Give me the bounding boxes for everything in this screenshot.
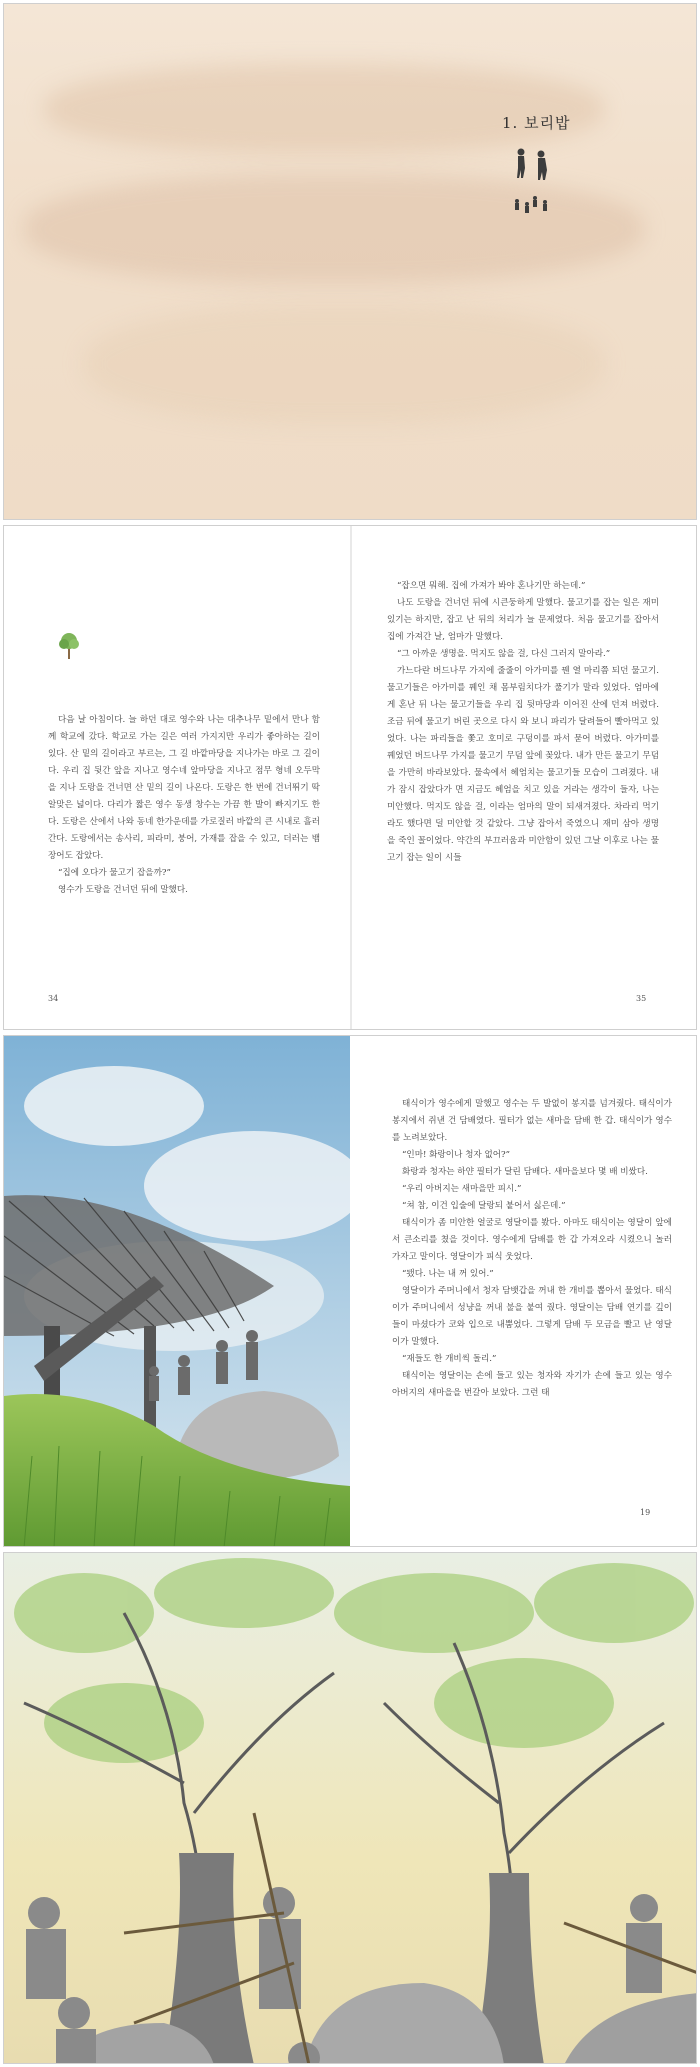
forest-illustration-page xyxy=(3,1552,697,2064)
page-19-text xyxy=(392,1096,672,1402)
hilltop-illustration xyxy=(4,1036,350,1547)
children-silhouette-illustration xyxy=(509,144,559,224)
paragraph: “집에 오다가 물고기 잡을까?” xyxy=(58,868,171,878)
paragraph: 화랑과 청자는 하얀 필터가 달린 담배다. 새마을보다 몇 배 비쌌다. xyxy=(402,1167,648,1177)
boys-under-trees-illustration xyxy=(4,1553,697,2064)
hilltop-scene xyxy=(4,1036,350,1547)
chapter-title: 1. 보리밥 xyxy=(502,114,571,132)
book-gutter xyxy=(350,526,352,1029)
page-number: 35 xyxy=(636,994,647,1003)
watercolor-wash xyxy=(84,304,604,424)
paragraph: “잡으면 뭐해. 집에 가져가 봐야 혼나기만 하는데.” xyxy=(397,581,586,591)
paragraph: 영달이가 주머니에서 청자 담뱃갑을 꺼내 한 개비를 뽑아서 물었다. 태식이가 주머니에서 성냥을 꺼내 불을 붙여 줬다. 영달이는 담배 연기를 깊이 들이 마셨다가 코와 입으로 내뿜었다. 그렇게 담배 두 모금을 빨고 난 영달이가 말했다. xyxy=(392,1286,672,1347)
left-page-text xyxy=(48,712,320,899)
watercolor-wash xyxy=(44,64,604,154)
paragraph: 가느다란 버드나무 가지에 줄줄이 아가미를 꿴 열 마리쯤 되던 물고기. 물고기들은 아가미를 꿰인 채 몸부림치다가 풀기가 말라 있었다. 엄마에게 혼난 뒤 나는 물고기들을 우리 집 뒷마당과 이어진 산에 던져 버렸다. 조금 뒤에 물고기 버린 곳으로 다시 와 보니 파리가 달려들어 빨아먹고 있었다. 나는 파리들을 쫓고 호미로 구덩이를 파서 묻어 버렸다. 아가미를 꿰었던 버드나무 가지를 물고기 무덤 앞에 꽂았다. 내가 만든 물고기 무덤을 가만히 바라보았다. 물속에서 헤엄치는 물고기들 모습이 그려졌다. 내가 잠시 잡았다가 면 지금도 헤엄을 치고 있을 거라는 생각이 들자, 나는 미안했다. 먹지도 않을 걸, 이라는 엄마의 말이 되새겨졌다. 차라리 먹기라도 했다면 덜 미안할 것 같았다. 그냥 잡아서 죽였으니 재미 삼아 생명을 죽인 꼴이었다. 약간의 부끄러움과 미안함이 있던 그날 이후로 나는 물고기 잡는 일이 시들 xyxy=(387,666,659,863)
paragraph: 영수가 도랑을 건너던 뒤에 말했다. xyxy=(58,885,188,895)
right-page-text xyxy=(387,578,659,867)
paragraph: “인마! 화랑이나 청자 없어?” xyxy=(402,1150,511,1160)
paragraph: “우리 아버지는 새마을만 피시.” xyxy=(402,1184,522,1194)
paragraph: 다음 날 아침이다. 늘 하던 대로 영수와 나는 대추나무 밑에서 만나 함께 학교에 갔다. 학교로 가는 길은 여러 가지지만 우리가 좋아하는 길이 있다. 산 밑의 길이라고 부르는, 그 길 바깥마당을 지나가는 바로 그 길이다. 우리 집 뒷간 앞을 지나고 영수네 앞마당을 지나고 점무 형네 오두막을 지나 도랑을 건너면 산 밑의 길이 나온다. 도랑은 한 번에 건너뛰기 딱 알맞은 넓이다. 다리가 짧은 영수 동생 창수는 가끔 한 발이 빠지기도 한다. 도랑은 산에서 나와 동네 한가운데를 가로질러 바깥의 큰 시내로 흘러간다. 도랑에서는 송사리, 피라미, 붕어, 가재를 잡을 수 있고, 더러는 뱀장어도 잡았다. xyxy=(48,715,320,861)
paragraph: 태식이는 영달이는 손에 들고 있는 청자와 자기가 손에 들고 있는 영수 아버지의 새마을을 번갈아 보았다. 그런 태 xyxy=(392,1371,672,1398)
illustrated-spread xyxy=(3,1035,697,1547)
text-spread xyxy=(3,525,697,1030)
page-number: 19 xyxy=(640,1508,651,1517)
paragraph: 태식이가 좀 미안한 얼굴로 영달이를 봤다. 아마도 태식이는 영달이 앞에서 큰소리를 쳤을 것이다. 영수에게 담배를 한 갑 가져오라 시켰으니 놀러 가자고 말이다. 영달이가 피식 웃었다. xyxy=(392,1218,672,1262)
paragraph: 태식이가 영수에게 말했고 영수는 두 발없이 봉지를 넘겨줬다. 태식이가 봉지에서 쥐낸 건 담배였다. 필터가 없는 새마을 담배 한 갑. 태식이가 영수를 노려보았다. xyxy=(392,1099,672,1143)
chapter-title-page xyxy=(3,3,697,520)
paragraph: “재들도 한 개비씩 돌리.” xyxy=(402,1354,497,1364)
page-number: 34 xyxy=(48,994,59,1003)
paragraph: “쳐 참, 이건 입술에 달랑되 붙어서 싫은데.” xyxy=(402,1201,566,1211)
paragraph: 나도 도랑을 건너던 뒤에 시큰둥하게 말했다. 물고기를 잡는 일은 재미있기는 하지만, 잡고 난 뒤의 처리가 늘 문제였다. 처음 물고기를 잡아서 집에 가져간 날, 엄마가 말했다. xyxy=(387,598,659,642)
tree-icon xyxy=(56,631,82,661)
paragraph: “그 아까운 생명을. 먹지도 않을 걸, 다신 그러지 말아라.” xyxy=(397,649,611,659)
paragraph: “됐다. 나는 내 꺼 있어.” xyxy=(402,1269,494,1279)
